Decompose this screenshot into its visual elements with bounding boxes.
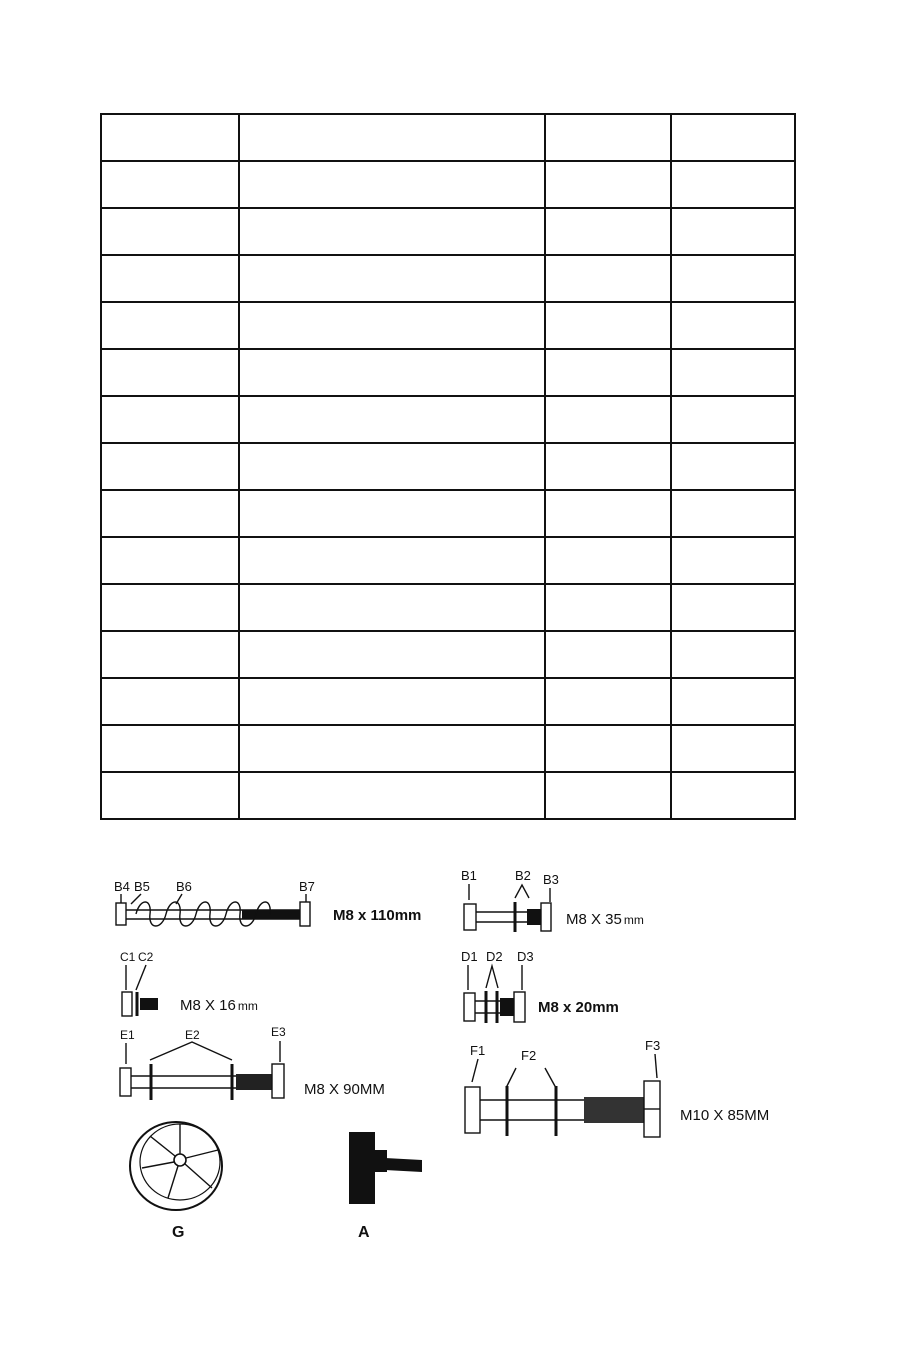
label-b4: B4 [114, 879, 130, 894]
nut-b3 [541, 903, 551, 931]
label-e2: E2 [185, 1028, 200, 1042]
bolt-head [465, 1087, 480, 1133]
bolt-f-diagram [465, 1038, 769, 1137]
leader-line [486, 966, 498, 988]
label-d1: D1 [461, 949, 478, 964]
label-d2: D2 [486, 949, 503, 964]
bolt-head [122, 992, 132, 1016]
part-a-body [349, 1132, 375, 1204]
label-c1: C1 [120, 950, 136, 964]
label-b5: B5 [134, 879, 150, 894]
nut-e3 [272, 1064, 284, 1098]
leader-line [472, 1059, 478, 1082]
caption-g: G [172, 1224, 185, 1241]
bolt-e-diagram [120, 1025, 385, 1100]
bolt-thread [584, 1097, 644, 1123]
label-d3: D3 [517, 949, 534, 964]
bolt-head [464, 904, 476, 930]
wheel-g-diagram [130, 1122, 222, 1241]
label-c2: C2 [138, 950, 154, 964]
bolt-thread [242, 910, 300, 919]
nut-b7 [300, 902, 310, 926]
wheel-spoke [168, 1166, 178, 1198]
wheel-spoke [142, 1162, 174, 1168]
bolt-thread [527, 909, 541, 925]
size-b-short: M8 X 35 mm [566, 911, 644, 928]
leader-line [131, 894, 141, 904]
bolt-thread [236, 1074, 272, 1090]
size-e: M8 X 90MM [304, 1081, 385, 1098]
wheel-hub [174, 1154, 186, 1166]
part-a-boss [373, 1150, 387, 1172]
leader-line [136, 965, 146, 990]
label-f3: F3 [645, 1038, 661, 1053]
bolt-head [120, 1068, 131, 1096]
label-b1: B1 [461, 868, 477, 883]
label-b3: B3 [543, 872, 559, 887]
bolt-b-short-diagram [461, 868, 644, 932]
bolt-head [116, 903, 126, 925]
nut-d3 [514, 992, 525, 1022]
label-e3: E3 [271, 1025, 286, 1039]
caption-a: A [358, 1224, 370, 1241]
bolt-d-diagram [461, 949, 619, 1023]
size-d: M8 x 20mm [538, 999, 619, 1016]
bolt-b-long-diagram [114, 879, 421, 926]
size-b-long: M8 x 110mm [333, 907, 422, 924]
bolt-c-diagram [120, 950, 258, 1016]
leader-line [655, 1054, 657, 1078]
label-b2: B2 [515, 868, 531, 883]
bolt-thread [140, 998, 158, 1010]
wheel-spoke [185, 1164, 212, 1188]
label-f2: F2 [521, 1048, 537, 1063]
part-a-diagram [349, 1132, 422, 1241]
part-a-stem [385, 1158, 422, 1172]
leader-line [515, 885, 529, 898]
size-f: M10 X 85MM [680, 1107, 770, 1124]
label-b7: B7 [299, 879, 315, 894]
label-f1: F1 [470, 1043, 486, 1058]
wheel-spoke [150, 1136, 175, 1156]
label-e1: E1 [120, 1028, 135, 1042]
leader-line [545, 1068, 556, 1088]
leader-line [150, 1042, 232, 1060]
leader-line [506, 1068, 516, 1088]
label-b6: B6 [176, 879, 192, 894]
size-c: M8 X 16 mm [180, 997, 258, 1014]
bolt-thread [500, 998, 514, 1016]
bolt-head [464, 993, 475, 1021]
wheel-spoke [186, 1150, 218, 1158]
